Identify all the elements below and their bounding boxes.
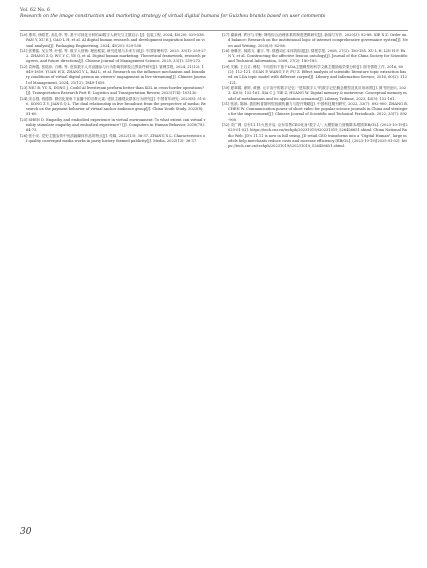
running-header — [20, 8, 410, 19]
reference-entry: [32] 央广网. 京东11.11火热开启, 京东零售CEO化身"数字人", 大模型助力营销降本增效[EB/OL]. (2023-10-19)[2025-01-02]. https://tech.cnr.cn/techph/20231019/t20231019_526456651.shtml. China National Radio Web. JD's 11.11 is now in full swing, JD retail CEO transforms into a "Digital Human", large models help merchants reduce costs and increase efficiency [EB/OL]. (2023-10-19)[2025-01-02]. https://tech.cnr.cn/techph/20231019/t20231019_526456651.shtml. — [222, 123, 408, 149]
references-right-column — [222, 33, 408, 150]
reference-entry: [24] 宋志强, 蒋德群. 微信化视角下直播中的宗教元素: 虚拟主播观众群体行为研究[J]. 中国青年研究, 2023(8): 51-60. SONG Z Y, JIANG Q L. The dual relationship in live broadcast from the perspective of media: Research on the payment behavior of virtual anchor audience group[J]. China Youth Study, 2023(8): 51-60. — [20, 96, 206, 117]
header-rule — [20, 30, 408, 31]
references-left-column — [20, 33, 206, 144]
reference-entry: [30] 夏翠娟, 唐婷, 黄薇. 元宇宙中的数字记忆: "虚拟数字人"的数字记忆概念模型及其应用场景[J]. 图书馆论坛, 2023, 43(5): 152-161. XIA C J, TIE Z, HUANG W. Digital memory & metaverse: Conceptual memory model of metahumans and its application scenarios[J]. Library Tribune, 2023, 43(5): 152-161. — [222, 85, 407, 101]
volume-issue: Vol. 62 No. 6 — [20, 8, 50, 13]
reference-entry: [29] 关鹏, 王曰芬, 傅柱. 不同语料下基于LDA主题模型的科学文献主题抽取效果分析[J]. 图书情报工作, 2016, 60(2): 112-121. GUAN P, WANG Y F, FU Z. Effect analysis of scientific literature topic extraction based on LDA topic model with different corpus[J]. Library and Information Service, 2016, 60(2): 112-121. — [222, 64, 407, 85]
reference-entry: [27] 谢新洲. 秩序与平衡: 网络综合治理体系的制度逻辑研究[J]. 新闻与写作, 2020(3): 82-88. XIE X Z. Order and balance: Research on the institutional logic of internet comprehensive governance system[J]. News and Writing, 2020(3): 82-88. — [222, 33, 408, 48]
reference-entry: [25] SHEN D. Empathy and embodied experience in virtual environment: To what extent can virtual reality stimulate empathy and embodied experience? [J]. Computers in Human Behavior, 2018(78): 64-73. — [20, 117, 206, 133]
reference-entry: [23] NIU B, YU X, DONG J. Could AI livestream perform better than KOL in cross-border operations? [J]. Transportation Research Part E: Logistics and Transportation Review, 2023(174): 103130. — [20, 85, 205, 96]
reference-entry: [28] 徐琳宏, 林鸿飞, 潘宇, 等. 情感词汇本体的构造[J]. 情报学报, 2008, 27(2): 180-185. XU L H, LIN H F, PAN Y, et al. Constructing the affective lexicon ontology[J]. Journal of the China Society for Scientific and Technical Information, 2008, 27(2): 180-185. — [222, 48, 408, 64]
running-title: Research on the image construction and marketing strategy of virtual digital humans for Guizhou brands based on user comments — [20, 13, 326, 19]
reference-entry: [31] 张滨, 陈旸. 我国科普期刊短视频传播力与提升策略[J]. 中国科技期刊研究, 2022, 33(7): 892-900. ZHANG B, CHEN W. Communication power of short video for popular science journals in China and strategies for the improvement[J]. Chinese Journal of Scientific and Technical Periodicals, 2022, 33(7): 892-900. — [222, 101, 408, 122]
page-number: 30 — [20, 527, 32, 537]
reference-entry: [21] 张肇铭, 吴玉琴, 叶强, 等. 数字人营销: 理论框架, 研究进展与未来方向[J]. 中国管理科学, 2025, 33(1): 259-272. ZHANG Z Q, WU Y C, YE Q, et al. Digital human marketing: Theoretical framework, research progress, and future directions[J]. Chinese Journal of Management Science, 2025, 33(1): 259-272. — [20, 48, 206, 64]
reference-entry: [20] 康邦, 徐昭君, 高礼华, 等. 基于可视化分析的AI数字人研究与文图启示 [J]. 包装工程, 2024, 45(20): 529-538. PAN Y, XU E J, GAO L H, et al. AI digital human research and development inspiration based on visual analysis[J]. Packaging Engineering, 2024, 45(20): 529-538. — [20, 33, 205, 48]
reference-entry: [22] 袁海霞, 张铭伟, 白琳, 等. 虚拟数字人对直播参与行为影响机制及边界条件研究[J]. 管理学报, 2024, 21(12): 1849-1859. YUAN H X, ZHANG Y L, BAI L, et al. Research on the influence mechanism and boundary conditions of virtual digital person on viewers' engagement in live-streaming[J]. Chinese Journal of Management, 2024, 21(12): 1849-1859. — [20, 64, 206, 85]
reference-entry: [26] 张小应. 党史主题宣传中优质融媒体作品的特点[J]. 传媒, 2022(13): 36-37. ZHANG X L. Characteristics of quality converged media works in party history themed publicity[J]. Media, 2022(13): 36-37. — [20, 133, 206, 143]
references-section — [20, 33, 408, 333]
